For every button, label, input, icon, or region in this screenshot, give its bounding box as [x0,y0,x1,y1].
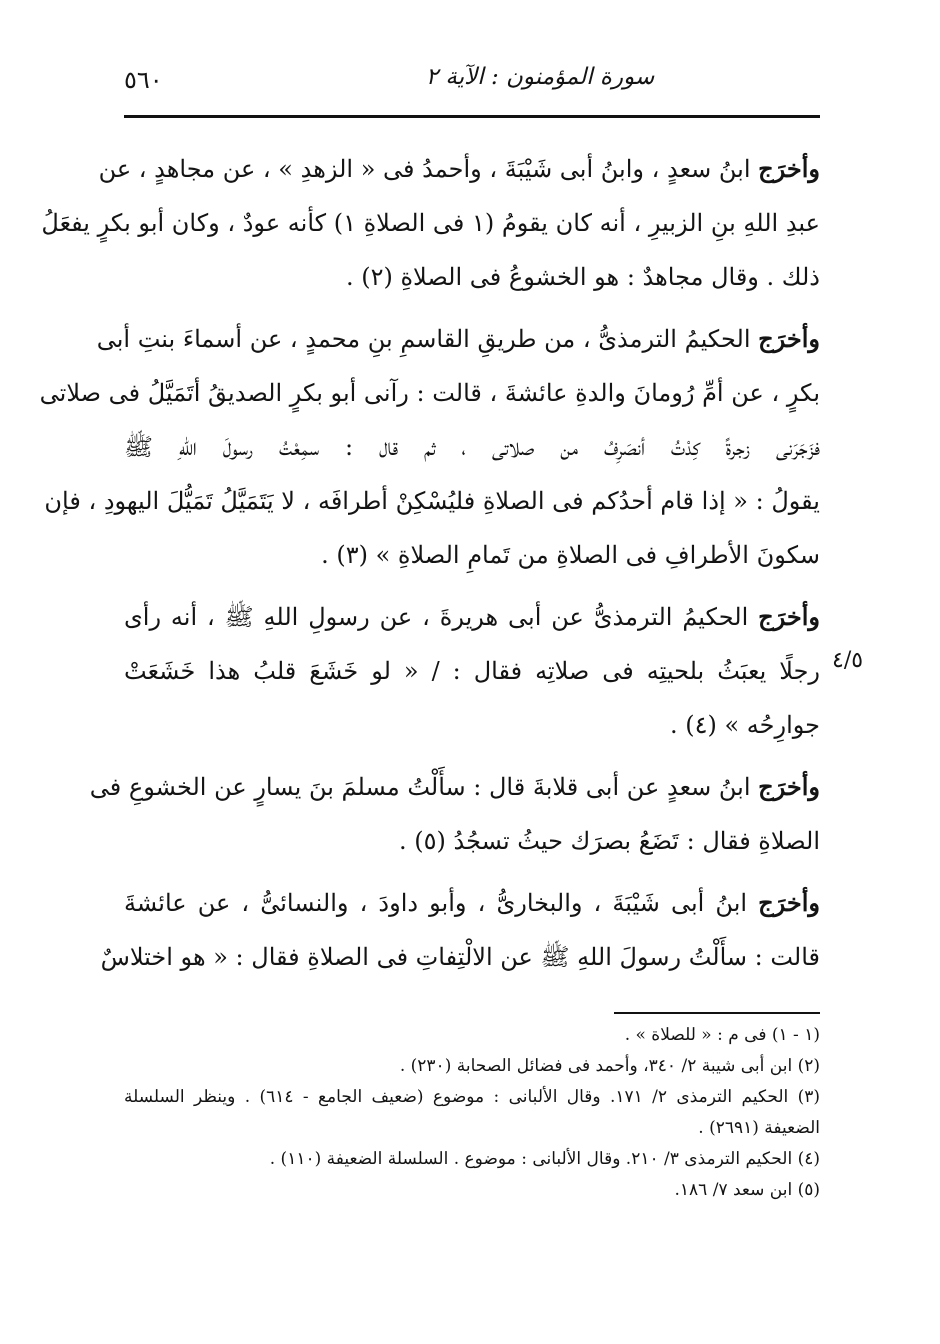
text-line [124,528,820,582]
text-line [100,930,820,984]
footnote-line: (٤) الحكيم الترمذى ٣/ ٢١٠. وقال الألبانى : موضوع . السلسلة الضعيفة (١١٠) . [269,1149,820,1169]
line-text: ابنُ سعدٍ عن أبى قلابةَ قال : سأَلْتُ مسلمَ بنَ يسارٍ عن الخشوعِ فى [89,773,751,801]
text-line [41,196,820,250]
line-text: عبدِ اللهِ بنِ الزبيرِ ، أنه كان يقومُ (١ فى الصلاةِ ١) كأنه عودٌ ، وكان أبو بكرٍ يفعَلُ [41,209,820,237]
line-text: الحكيمُ الترمذىُّ ، من طريقِ القاسمِ بنِ محمدٍ ، عن أسماءَ بنتِ أبى [96,325,751,353]
page-header [124,60,820,100]
text-line [124,644,820,698]
footnote-line: (٥) ابن سعد ٧/ ١٨٦. [674,1180,820,1200]
margin-volume-note: ٤/٥ [832,648,864,673]
footnotes [124,1020,820,1206]
paragraph [39,312,820,590]
main-text [39,142,820,992]
footnote-line: (٣) الحكيم الترمذى ٢/ ١٧١. وقال الألبانى : موضوع (ضعيف الجامع - ٦١٤) . وينظر السلسلة [124,1087,820,1107]
line-text: الصلاةِ فقال : تَضَعُ بصرَك حيثُ تسجُدُ (٥) . [398,827,820,855]
text-line [44,474,820,528]
page-number: ٥٦٠ [124,66,163,94]
paragraph-lead: وأخرَج [758,602,820,631]
footnote [124,1051,820,1082]
footnote-line: (١ - ١) فى م : « للصلاة » . [624,1025,820,1045]
text-line [39,366,820,420]
paragraph [124,590,820,760]
line-text: ابنُ سعدٍ ، وابنُ أبى شَيْبَةَ ، وأحمدُ فى « الزهدِ » ، عن مجاهدٍ ، عن [98,155,751,183]
paragraph [89,760,820,876]
paragraph-lead: وأخرَج [758,154,820,183]
paragraph-lead: وأخرَج [758,888,820,917]
line-text: الحكيمُ الترمذىُّ عن أبى هريرةَ ، عن رسولِ اللهِ ﷺ ، أنه رأى [124,603,749,631]
footnote-line: (٢) ابن أبى شيبة ٢/ ٣٤٠، وأحمد فى فضائل الصحابة (٢٣٠) . [399,1056,820,1076]
line-text: يقولُ : « إذا قام أحدُكم فى الصلاةِ فليُسْكِنْ أطرافَه ، لا يَتَمَيَّلُ تَمَيُّلَ اليهودِ ، فإن [44,487,820,515]
text-line [96,312,820,366]
line-text: بكرٍ ، عن أمِّ رُومانَ والدةِ عائشةَ ، قالت : رآنى أبو بكرٍ الصديقُ أتَمَيَّلُ فى صلاتى [39,379,820,407]
text-line [124,814,820,868]
paragraph-lead: وأخرَج [758,772,820,801]
paragraph [100,876,820,992]
footnote-rule [614,1012,820,1014]
footnote [124,1175,820,1206]
text-line [124,698,820,752]
running-head: سورة المؤمنون : الآية ٢ [425,64,655,90]
paragraph-lead: وأخرَج [758,324,820,353]
line-text: سكونَ الأطرافِ فى الصلاةِ من تَمامِ الصلاةِ » (٣) . [321,541,820,569]
footnote [124,1144,820,1175]
text-line [98,142,820,196]
footnote-line: الضعيفة (٢٦٩١) . [698,1118,820,1138]
text-line [124,250,820,304]
line-text: جوارِحُه » (٤) . [669,711,820,739]
line-text: قالت : سأَلْتُ رسولَ اللهِ ﷺ عن الالْتِفاتِ فى الصلاةِ فقال : « هو اختلاسٌ [100,943,820,971]
line-text: فزَجَرَنى زجرةً كِدْتُ أنصَرِفُ من صلاتى ، ثم قال : سمِعْتُ رسولَ اللهِ ﷺ [124,433,820,461]
footnote [124,1082,820,1144]
line-text: ذلك . وقال مجاهدٌ : هو الخشوعُ فى الصلاةِ (٢) . [345,263,820,291]
paragraph [41,142,820,312]
text-line [124,590,820,644]
text-line [124,420,820,474]
text-line [89,760,820,814]
footnote [124,1020,820,1051]
line-text: ابنُ أبى شَيْبَةَ ، والبخارىُّ ، وأبو داودَ ، والنسائىُّ ، عن عائشةَ [124,889,748,917]
text-line [124,876,820,930]
line-text: رجلًا يعبَثُ بلحيتِه فى صلاتِه فقال : / « لو خَشَعَ قلبُ هذا خَشَعَتْ [124,657,820,685]
header-rule [124,115,820,118]
